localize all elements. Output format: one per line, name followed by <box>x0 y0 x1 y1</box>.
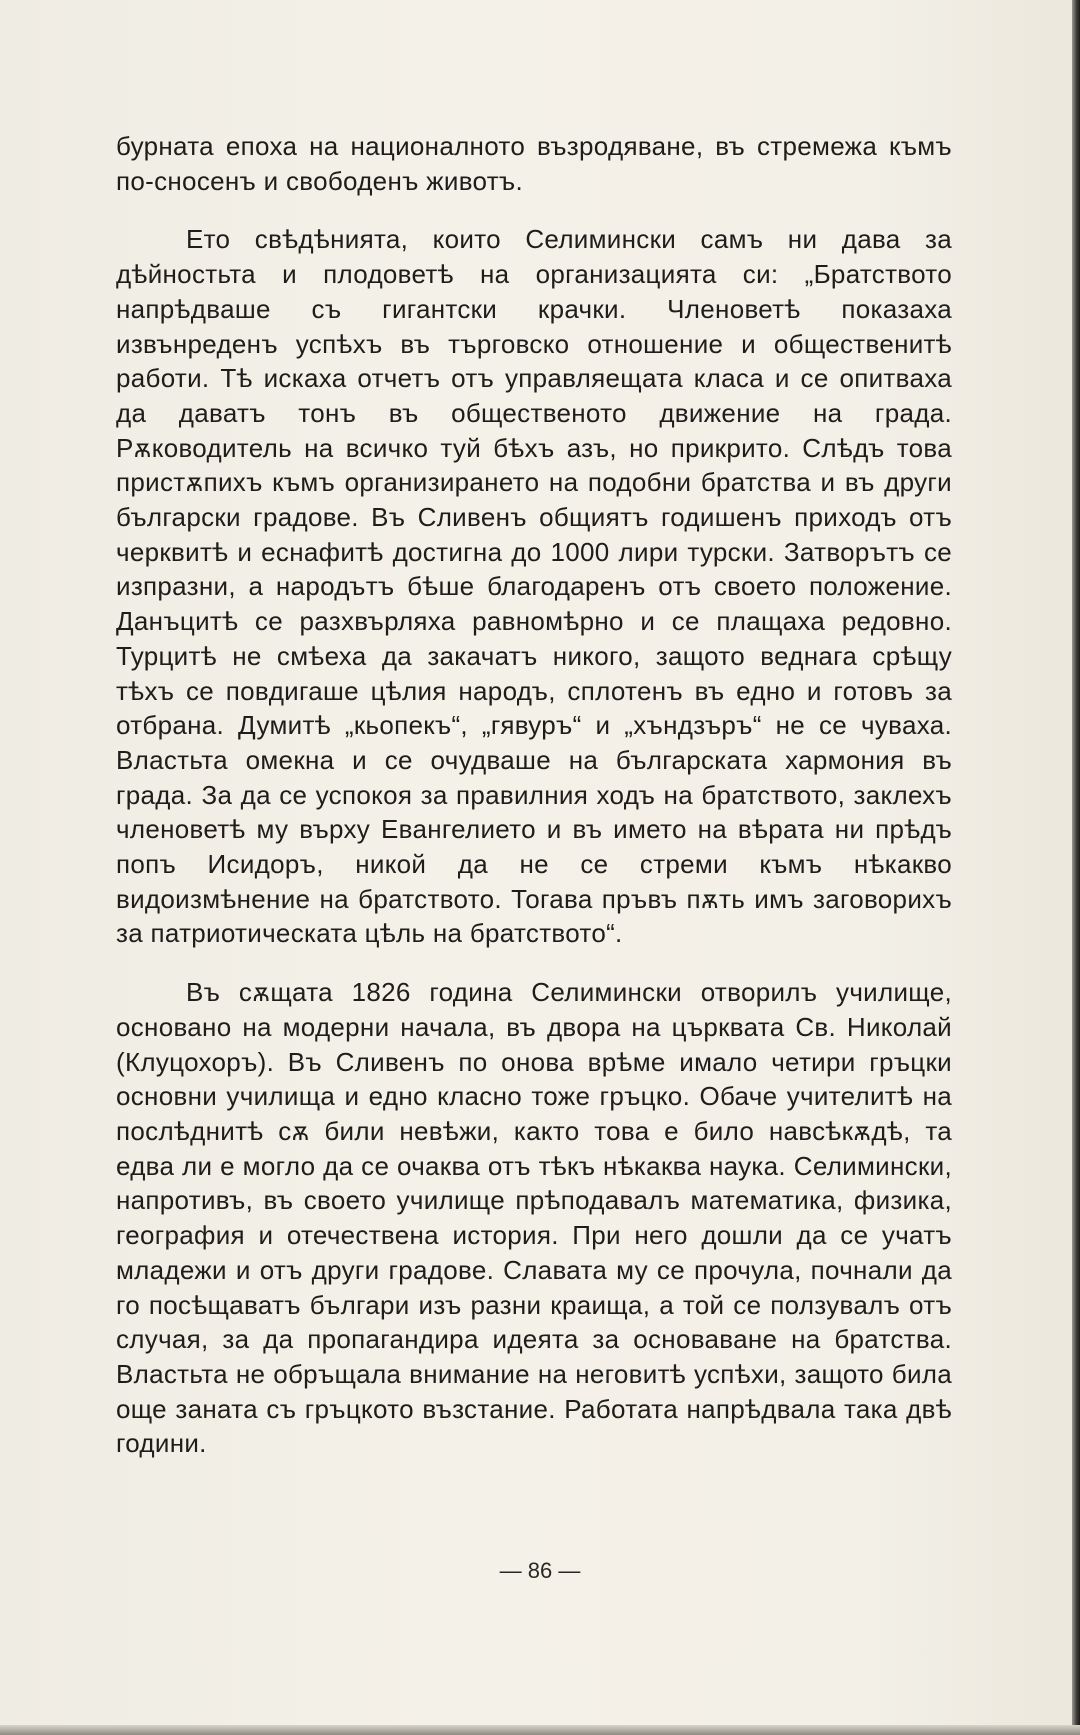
paragraph-gap <box>116 198 952 222</box>
page-bottom-edge <box>0 1725 1080 1735</box>
paragraph-continuation: бурната епоха на националното възродяване, въ стремежа къмъ по-сносенъ и свободенъ животъ. <box>116 131 952 196</box>
text-column <box>116 129 952 1461</box>
paragraph-gap <box>116 951 952 975</box>
page-binding-edge <box>1072 0 1080 1735</box>
paragraph-school: Въ сѫщата 1826 година Селимински отворилъ училище, основано на модерни начала, въ двора на църквата Св. Николай (Клуцохоръ). Въ Сливенъ по онова врѣме имало четири гръцки основни училища и едно класно тоже гръцко. Обаче учителитѣ на послѣднитѣ сѫ били невѣжи, както това е било навсѣкѫдѣ, та едва ли е могло да се очаква отъ тѣкъ нѣкаква наука. Селимински, напротивъ, въ своето училище прѣподавалъ математика, физика, география и отечествена история. При него дошли да се учатъ младежи и отъ други градове. Славата му се прочула, почнали да го посѣщаватъ българи изъ разни краища, а той се ползувалъ отъ случая, за да пропагандира идеята за основаване на братства. Властьта не обръщала внимание на неговитѣ успѣхи, защото била още заната съ гръцкото възстание. Работата напрѣдвала така двѣ години. <box>116 977 952 1459</box>
paragraph-quote: Ето свѣдѣнията, които Селимински самъ ни дава за дѣйностьта и плодоветѣ на организацията си: „Братството напрѣдваше съ гигантски крачки. Членоветѣ показаха извънреденъ успѣхъ въ търговско отношение и общественитѣ работи. Тѣ искаха отчетъ отъ управляещата класа и се опитваха да даватъ тонъ въ общественото движение на града. Рѫководитель на всичко туй бѣхъ азъ, но прикрито. Слѣдъ това пристѫпихъ къмъ организирането на подобни братства и въ други български градове. Въ Сливенъ общиятъ годишенъ приходъ отъ черквитѣ и еснафитѣ достигна до 1000 лири турски. Затворътъ се изпразни, а народътъ бѣше благодаренъ отъ своето положение. Данъцитѣ се разхвърляха равномѣрно и се плащаха редовно. Турцитѣ не смѣеха да закачатъ никого, защото веднага срѣщу тѣхъ се повдигаше цѣлия народъ, сплотенъ въ едно и готовъ за отбрана. Думитѣ „кьопекъ“, „гявуръ“ и „хъндзъръ“ не се чуваха. Властьта омекна и се очудваше на българската хармония въ града. За да се успокоя за правилния ходъ на братството, заклехъ членоветѣ му върху Евангелието и въ името на вѣрата ни прѣдъ попъ Исидоръ, никой да не се стреми къмъ нѣкакво видоизмѣнение на братството. Тогава пръвъ пѫть имъ заговорихъ за патриотическата цѣль на братството“. <box>116 224 952 949</box>
page-number: — 86 — <box>499 1558 581 1583</box>
